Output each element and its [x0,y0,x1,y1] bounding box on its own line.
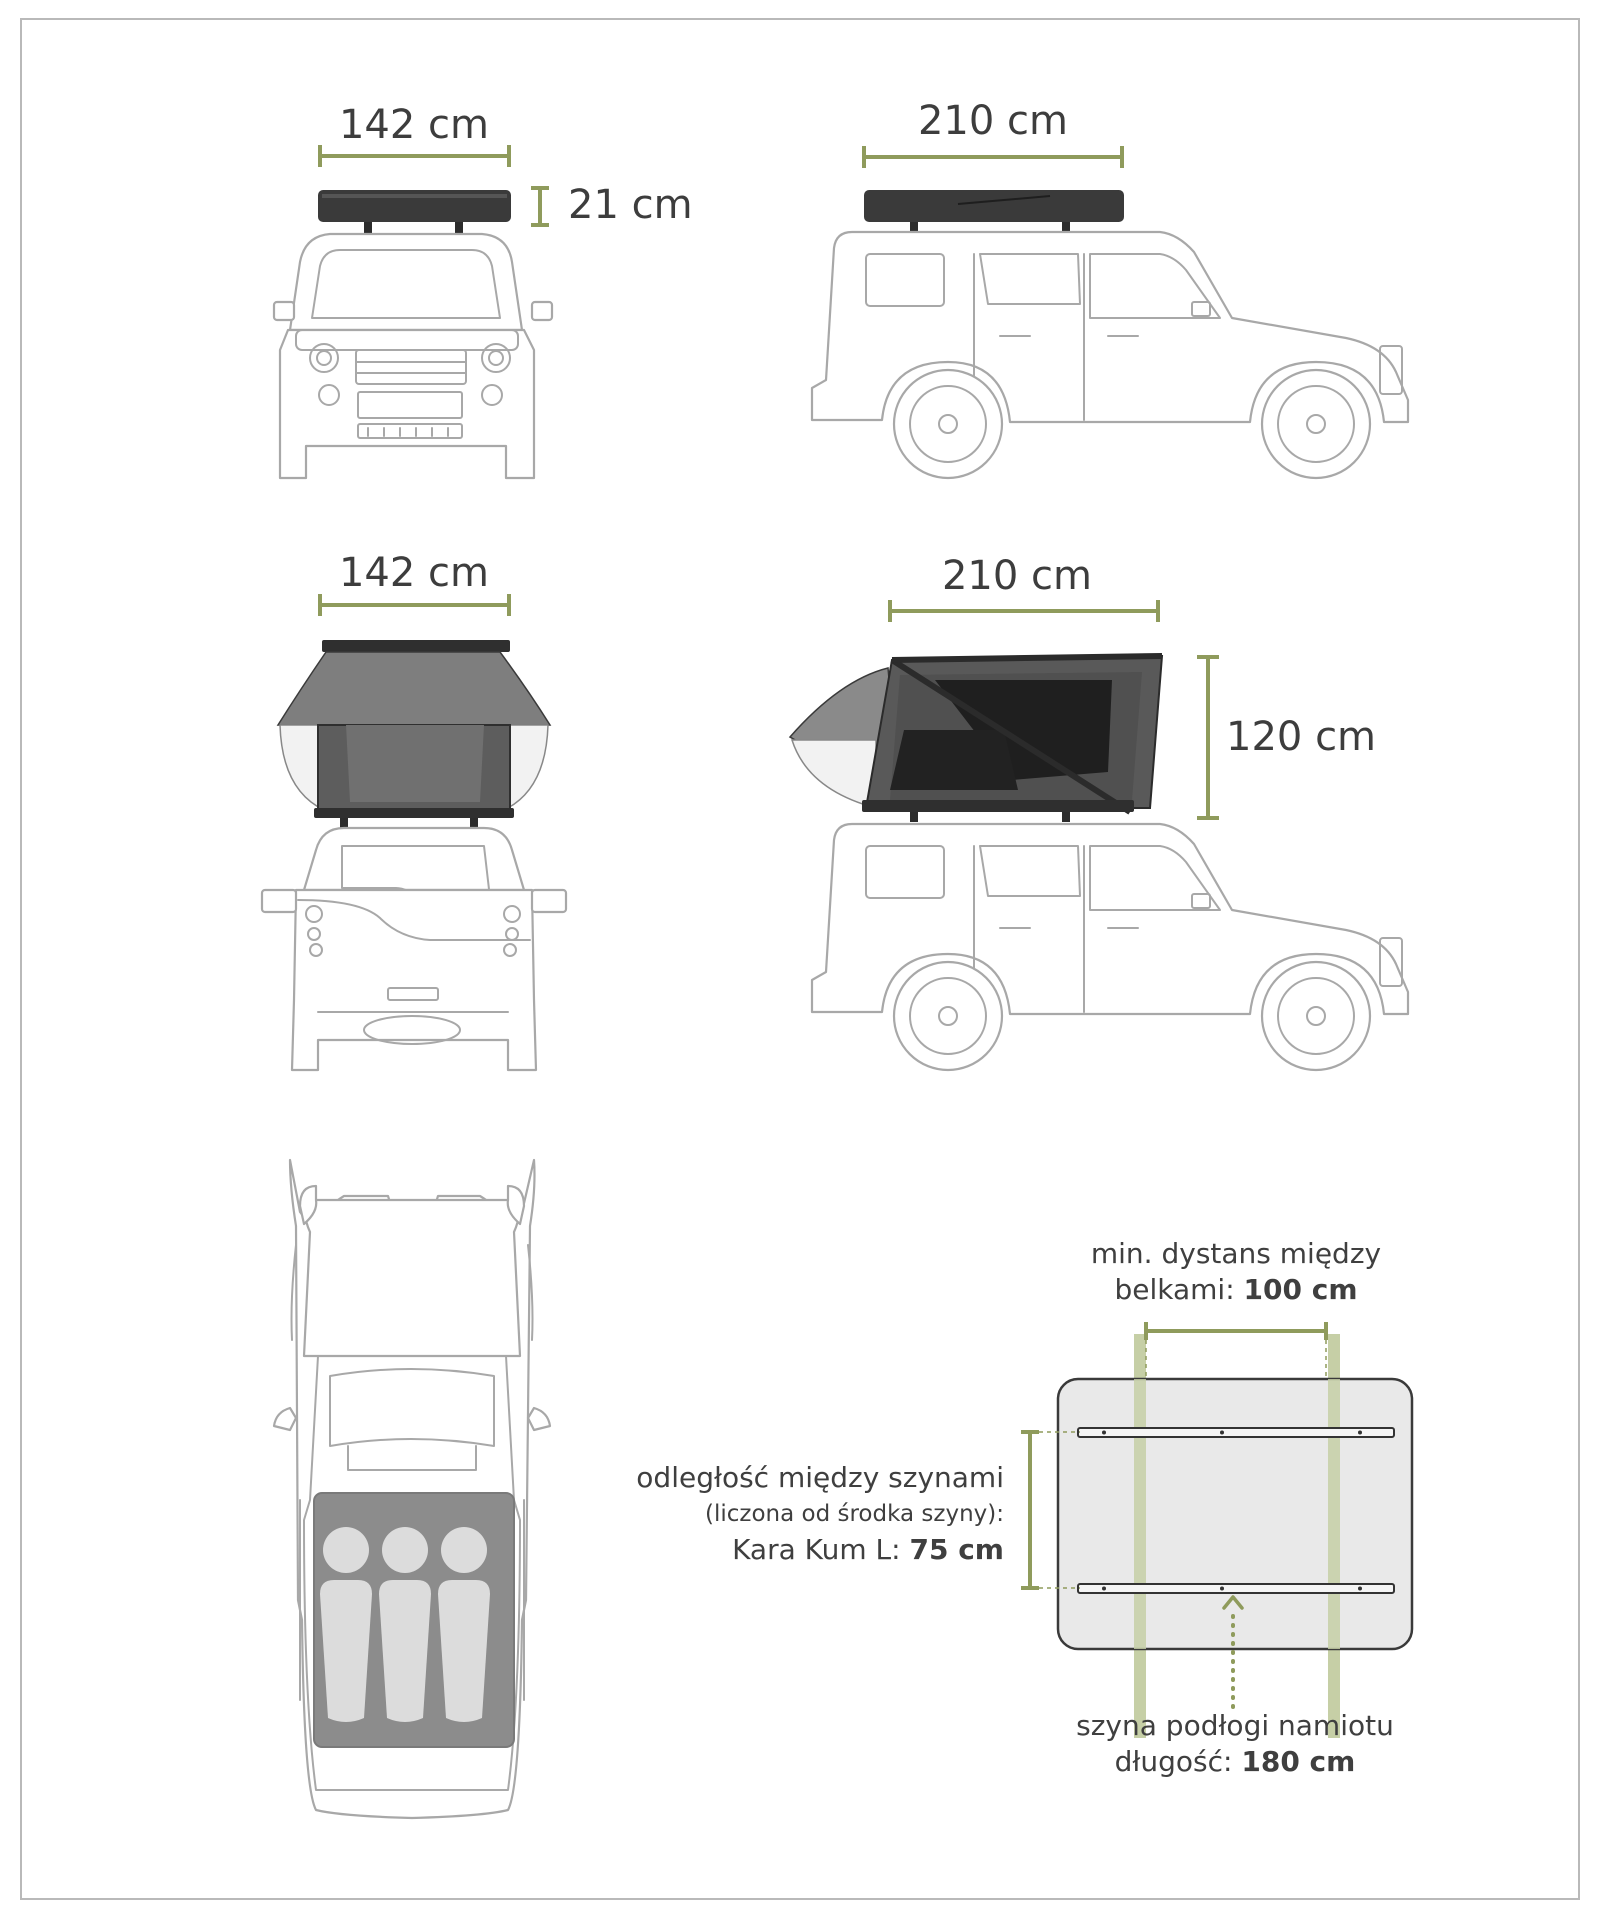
bar-distance-line1: min. dystans między [1090,1237,1382,1270]
sleeper-figure [320,1527,372,1722]
floor-rail-line1: szyna podłogi namiotu [1076,1709,1394,1742]
side-view-open [790,553,1408,1070]
side-open-height-label: 120 cm [1226,714,1377,760]
side-closed-length-label: 210 cm [917,98,1069,144]
floor-rail-plan [1021,1322,1412,1738]
vehicle-side-open [812,824,1408,1070]
rail-distance-line1: odległość między szynami [636,1461,1004,1494]
sleeper-figures [320,1527,490,1722]
rear-width-label: 142 cm [338,550,490,596]
open-tent-rear [278,640,550,828]
rail-distance-note [596,1460,1004,1568]
tent-floor-panel [1058,1379,1412,1649]
sleeper-figure [379,1527,431,1722]
front-width-dimension [320,102,509,167]
floor-rail-bottom [1078,1584,1394,1593]
sleeper-figure [438,1527,490,1722]
front-width-label: 142 cm [338,102,490,148]
floor-rail-note [1060,1708,1410,1780]
vehicle-side-closed [812,232,1408,478]
floor-rail-value: 180 cm [1241,1745,1356,1778]
bar-distance-prefix: belkami: [1114,1273,1235,1306]
rail-distance-value: 75 cm [909,1533,1004,1566]
side-open-height-dimension [1197,657,1376,818]
rail-distance-line2: (liczona od środka szyny): [704,1501,1004,1527]
side-open-length-label: 210 cm [941,553,1093,599]
closed-tent-front [318,190,511,234]
floor-rail-prefix: długość: [1114,1745,1233,1778]
side-open-length-dimension [890,553,1158,622]
closed-tent-side [864,190,1124,232]
front-view-closed [274,102,693,478]
vehicle-rear [262,828,566,1070]
rail-distance-prefix: Kara Kum L: [732,1533,901,1566]
open-tent-side [790,656,1162,822]
rear-view-open [262,550,566,1070]
front-height-dimension [531,182,693,228]
bar-distance-dimension [1146,1322,1326,1380]
top-view-sleeping-area [314,1493,514,1747]
vehicle-front [274,234,552,478]
bar-distance-value: 100 cm [1243,1273,1358,1306]
side-view-closed [812,98,1408,478]
floor-rail-top [1078,1428,1394,1437]
side-closed-length-dimension [864,98,1122,168]
rear-width-dimension [320,550,509,616]
front-height-label: 21 cm [568,182,693,228]
bar-distance-note [1064,1236,1408,1308]
